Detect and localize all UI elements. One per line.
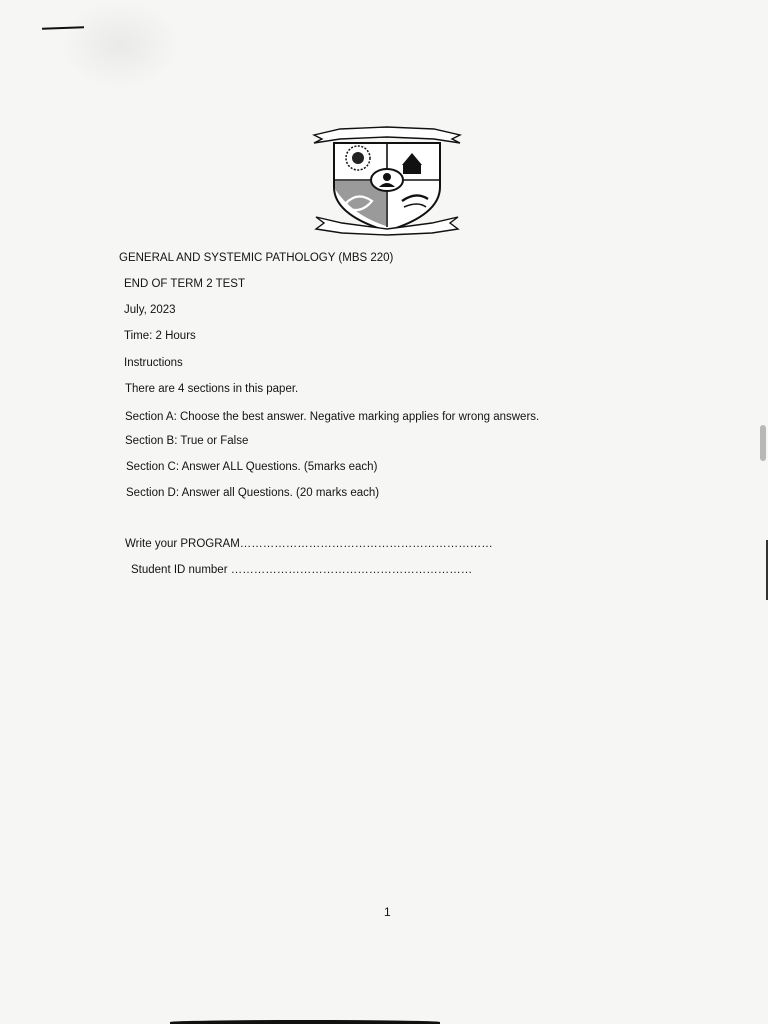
scan-bottom-edge <box>170 1020 440 1024</box>
exam-date: July, 2023 <box>124 304 176 316</box>
university-crest-logo <box>312 125 462 237</box>
program-field: Write your PROGRAM………………………………………………………… <box>125 538 493 550</box>
scan-edge-shadow <box>760 425 766 461</box>
scan-smudge <box>60 0 180 90</box>
test-name: END OF TERM 2 TEST <box>124 278 245 290</box>
instruction-item: Section D: Answer all Questions. (20 marks each) <box>126 487 380 499</box>
instruction-item: Section A: Choose the best answer. Negative marking applies for wrong answers. <box>125 411 540 423</box>
instruction-item: Section C: Answer ALL Questions. (5marks each) <box>126 461 378 473</box>
instruction-item: Section B: True or False <box>125 435 249 447</box>
course-title: GENERAL AND SYSTEMIC PATHOLOGY (MBS 220) <box>119 252 394 264</box>
student-id-field: Student ID number ……………………………………………………… <box>131 564 473 576</box>
page-number: 1 <box>384 905 391 919</box>
instruction-item: There are 4 sections in this paper. <box>125 383 299 395</box>
exam-duration: Time: 2 Hours <box>124 330 196 342</box>
instructions-heading: Instructions <box>124 357 183 369</box>
